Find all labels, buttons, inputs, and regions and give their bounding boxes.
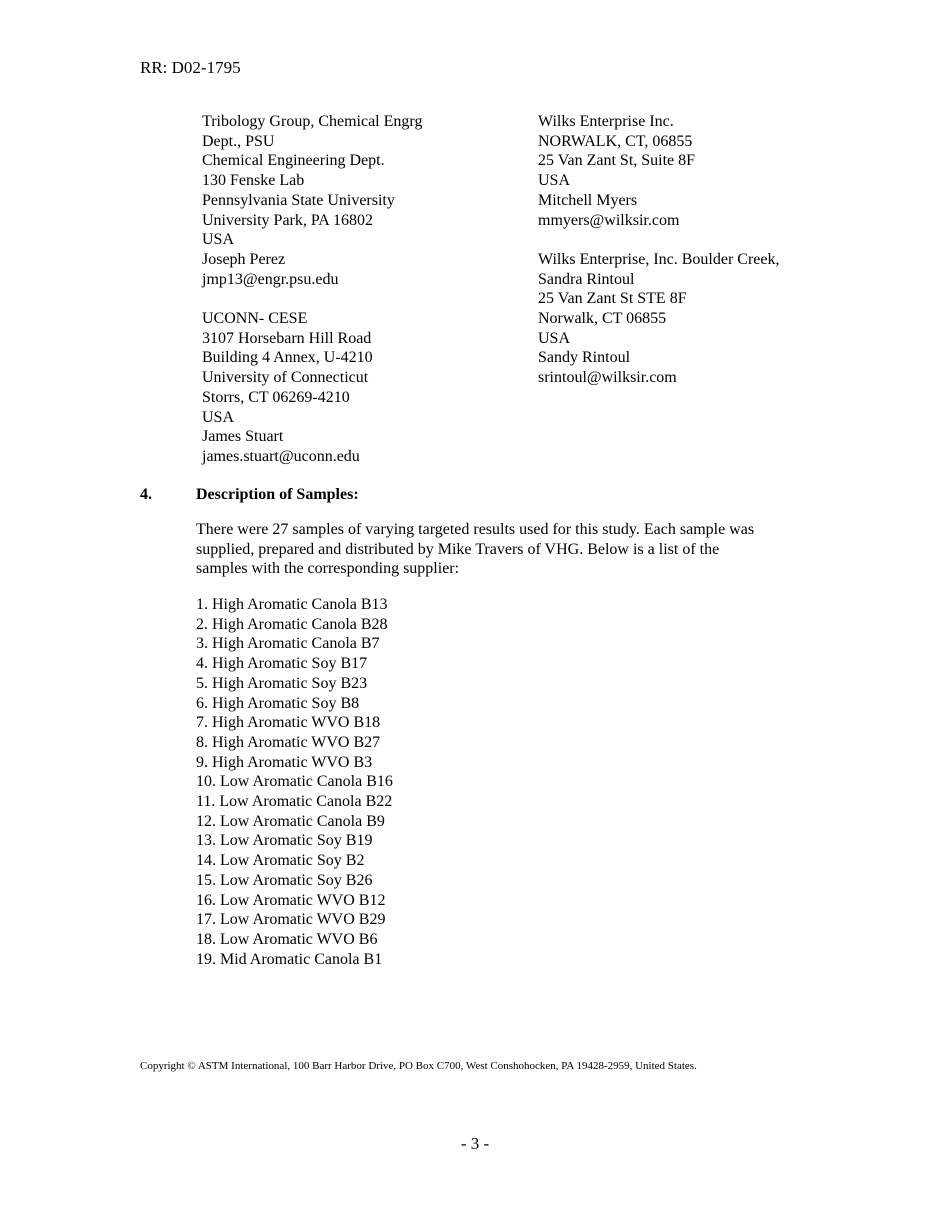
address-line: 3107 Horsebarn Hill Road xyxy=(202,329,372,347)
address-line: University Park, PA 16802 xyxy=(202,211,373,229)
participants-right-column xyxy=(538,112,780,408)
address-line: Tribology Group, Chemical Engrg xyxy=(202,113,423,130)
list-item: 10. Low Aromatic Canola B16 xyxy=(196,773,393,791)
address-line: Building 4 Annex, U-4210 xyxy=(202,349,373,367)
list-item: 14. Low Aromatic Soy B2 xyxy=(196,852,365,870)
address-line: Norwalk, CT 06855 xyxy=(538,310,667,328)
address-block-uconn xyxy=(202,309,422,467)
list-item: 2. High Aromatic Canola B28 xyxy=(196,615,388,633)
list-item: 11. Low Aromatic Canola B22 xyxy=(196,793,393,811)
address-block-wilks-1 xyxy=(538,112,780,230)
sample-list xyxy=(196,595,393,969)
address-line: NORWALK, CT, 06855 xyxy=(538,132,693,150)
participants-left-column xyxy=(202,112,422,486)
list-item: 6. High Aromatic Soy B8 xyxy=(196,694,360,712)
list-item: 3. High Aromatic Canola B7 xyxy=(196,635,380,653)
address-line: USA xyxy=(538,172,571,190)
address-block-psu xyxy=(202,112,422,289)
section-paragraph xyxy=(196,520,811,579)
address-line: USA xyxy=(202,231,235,249)
address-line: Chemical Engineering Dept. xyxy=(202,152,385,170)
list-item: 1. High Aromatic Canola B13 xyxy=(196,596,388,613)
report-id-header: RR: D02-1795 xyxy=(140,58,241,77)
contact-name: Sandy Rintoul xyxy=(538,349,631,367)
contact-name: Mitchell Myers xyxy=(538,191,638,209)
contact-email: mmyers@wilksir.com xyxy=(538,211,680,229)
list-item: 13. Low Aromatic Soy B19 xyxy=(196,832,373,850)
section-title: Description of Samples: xyxy=(196,486,359,503)
address-line: Pennsylvania State University xyxy=(202,191,395,209)
address-line: USA xyxy=(538,329,571,347)
address-line: 130 Fenske Lab xyxy=(202,172,305,190)
copyright-notice: Copyright © ASTM International, 100 Barr Harbor Drive, PO Box C700, West Conshohocken, PA 19428-2959, United States. xyxy=(140,1060,697,1072)
address-line: Wilks Enterprise Inc. xyxy=(538,113,674,130)
contact-email: jmp13@engr.psu.edu xyxy=(202,270,339,288)
contact-email: srintoul@wilksir.com xyxy=(538,369,677,387)
list-item: 8. High Aromatic WVO B27 xyxy=(196,733,381,751)
address-line: University of Connecticut xyxy=(202,369,369,387)
list-item: 18. Low Aromatic WVO B6 xyxy=(196,930,378,948)
address-line: Dept., PSU xyxy=(202,132,275,150)
contact-email: james.stuart@uconn.edu xyxy=(202,447,360,465)
page-number: - 3 - xyxy=(460,1134,490,1153)
contact-name: Sandra Rintoul xyxy=(538,270,635,288)
list-item: 7. High Aromatic WVO B18 xyxy=(196,714,381,732)
address-line: Storrs, CT 06269-4210 xyxy=(202,388,350,406)
address-line: 25 Van Zant St STE 8F xyxy=(538,290,687,308)
address-block-wilks-2 xyxy=(538,250,780,388)
list-item: 12. Low Aromatic Canola B9 xyxy=(196,812,385,830)
list-item: 9. High Aromatic WVO B3 xyxy=(196,753,373,771)
address-line: 25 Van Zant St, Suite 8F xyxy=(538,152,696,170)
section-number: 4. xyxy=(140,486,152,503)
paragraph-line: samples with the corresponding supplier: xyxy=(196,560,460,578)
list-item: 19. Mid Aromatic Canola B1 xyxy=(196,950,383,968)
contact-name: Joseph Perez xyxy=(202,250,286,268)
list-item: 5. High Aromatic Soy B23 xyxy=(196,674,368,692)
paragraph-line: supplied, prepared and distributed by Mike Travers of VHG. Below is a list of the xyxy=(196,540,720,558)
list-item: 4. High Aromatic Soy B17 xyxy=(196,655,368,673)
contact-name: James Stuart xyxy=(202,428,284,446)
list-item: 17. Low Aromatic WVO B29 xyxy=(196,911,386,929)
list-item: 15. Low Aromatic Soy B26 xyxy=(196,871,373,889)
list-item: 16. Low Aromatic WVO B12 xyxy=(196,891,386,909)
address-line: UCONN- CESE xyxy=(202,310,308,328)
address-line: Wilks Enterprise, Inc. Boulder Creek, xyxy=(538,250,780,268)
address-line: USA xyxy=(202,408,235,426)
paragraph-line: There were 27 samples of varying targeted results used for this study. Each sample was xyxy=(196,521,755,538)
